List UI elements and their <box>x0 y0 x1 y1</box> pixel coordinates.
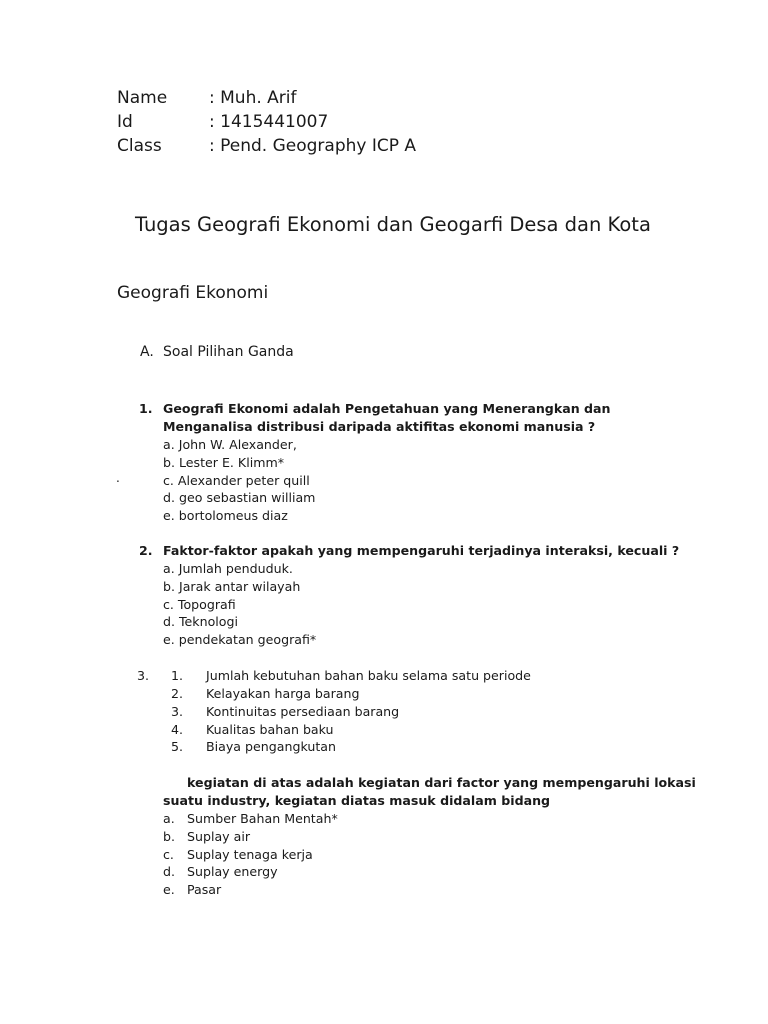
question-2-option-d: d. Teknologi <box>163 614 238 629</box>
question-3-line-1: kegiatan di atas adalah kegiatan dari factor yang mempengaruhi lokasi <box>187 775 696 790</box>
question-1-line-2: Menganalisa distribusi daripada aktifitas ekonomi manusia ? <box>163 419 596 434</box>
id-label: Id <box>117 112 133 132</box>
question-1-option-e: e. bortolomeus diaz <box>163 508 288 523</box>
document-title: Tugas Geografi Ekonomi dan Geogarfi Desa dan Kota <box>135 213 651 236</box>
name-value: : Muh. Arif <box>209 88 297 108</box>
subsection-heading: Soal Pilihan Ganda <box>163 344 294 360</box>
question-3-list-number: 5. <box>171 739 184 754</box>
question-3-list-number: 4. <box>171 722 184 737</box>
question-1-number: 1. <box>139 401 153 416</box>
question-3-option-a: Sumber Bahan Mentah* <box>187 811 338 826</box>
question-1-option-d: d. geo sebastian william <box>163 490 316 505</box>
question-1-option-c: c. Alexander peter quill <box>163 473 310 488</box>
question-3-option-letter: a. <box>163 811 175 826</box>
question-3-option-e: Pasar <box>187 882 222 897</box>
question-3-option-letter: c. <box>163 847 174 862</box>
question-3-list-item: Kelayakan harga barang <box>206 686 360 701</box>
id-value: : 1415441007 <box>209 112 329 132</box>
question-2-option-b: b. Jarak antar wilayah <box>163 579 301 594</box>
question-2-option-a: a. Jumlah penduduk. <box>163 561 293 576</box>
question-3-option-letter: e. <box>163 882 175 897</box>
question-3-option-d: Suplay energy <box>187 864 278 879</box>
question-3-option-c: Suplay tenaga kerja <box>187 847 313 862</box>
question-3-list-item: Biaya pengangkutan <box>206 739 336 754</box>
question-3-list-item: Jumlah kebutuhan bahan baku selama satu periode <box>206 668 531 683</box>
question-3-option-b: Suplay air <box>187 829 251 844</box>
question-3-number: 3. <box>137 668 150 683</box>
question-2-number: 2. <box>139 543 153 558</box>
question-3-line-2: suatu industry, kegiatan diatas masuk didalam bidang <box>163 793 551 808</box>
question-1-line-1: Geografi Ekonomi adalah Pengetahuan yang Menerangkan dan <box>163 401 611 416</box>
question-3-list-number: 1. <box>171 668 184 683</box>
class-value: : Pend. Geography ICP A <box>209 136 417 156</box>
question-3-list-item: Kontinuitas persediaan barang <box>206 704 400 719</box>
question-2-option-c: c. Topografi <box>163 597 236 612</box>
stray-mark: . <box>116 471 120 485</box>
question-2-text: Faktor-faktor apakah yang mempengaruhi terjadinya interaksi, kecuali ? <box>163 543 680 558</box>
question-2-option-e: e. pendekatan geografi* <box>163 632 317 647</box>
question-3-list-number: 3. <box>171 704 184 719</box>
question-3-option-letter: b. <box>163 829 175 844</box>
question-1-option-b: b. Lester E. Klimm* <box>163 455 285 470</box>
question-1-option-a: a. John W. Alexander, <box>163 437 297 452</box>
section-heading: Geografi Ekonomi <box>117 283 269 303</box>
name-label: Name <box>117 88 168 108</box>
subsection-letter: A. <box>140 344 154 360</box>
class-label: Class <box>117 136 162 156</box>
question-3-list-number: 2. <box>171 686 184 701</box>
question-3-list-item: Kualitas bahan baku <box>206 722 334 737</box>
question-3-option-letter: d. <box>163 864 175 879</box>
